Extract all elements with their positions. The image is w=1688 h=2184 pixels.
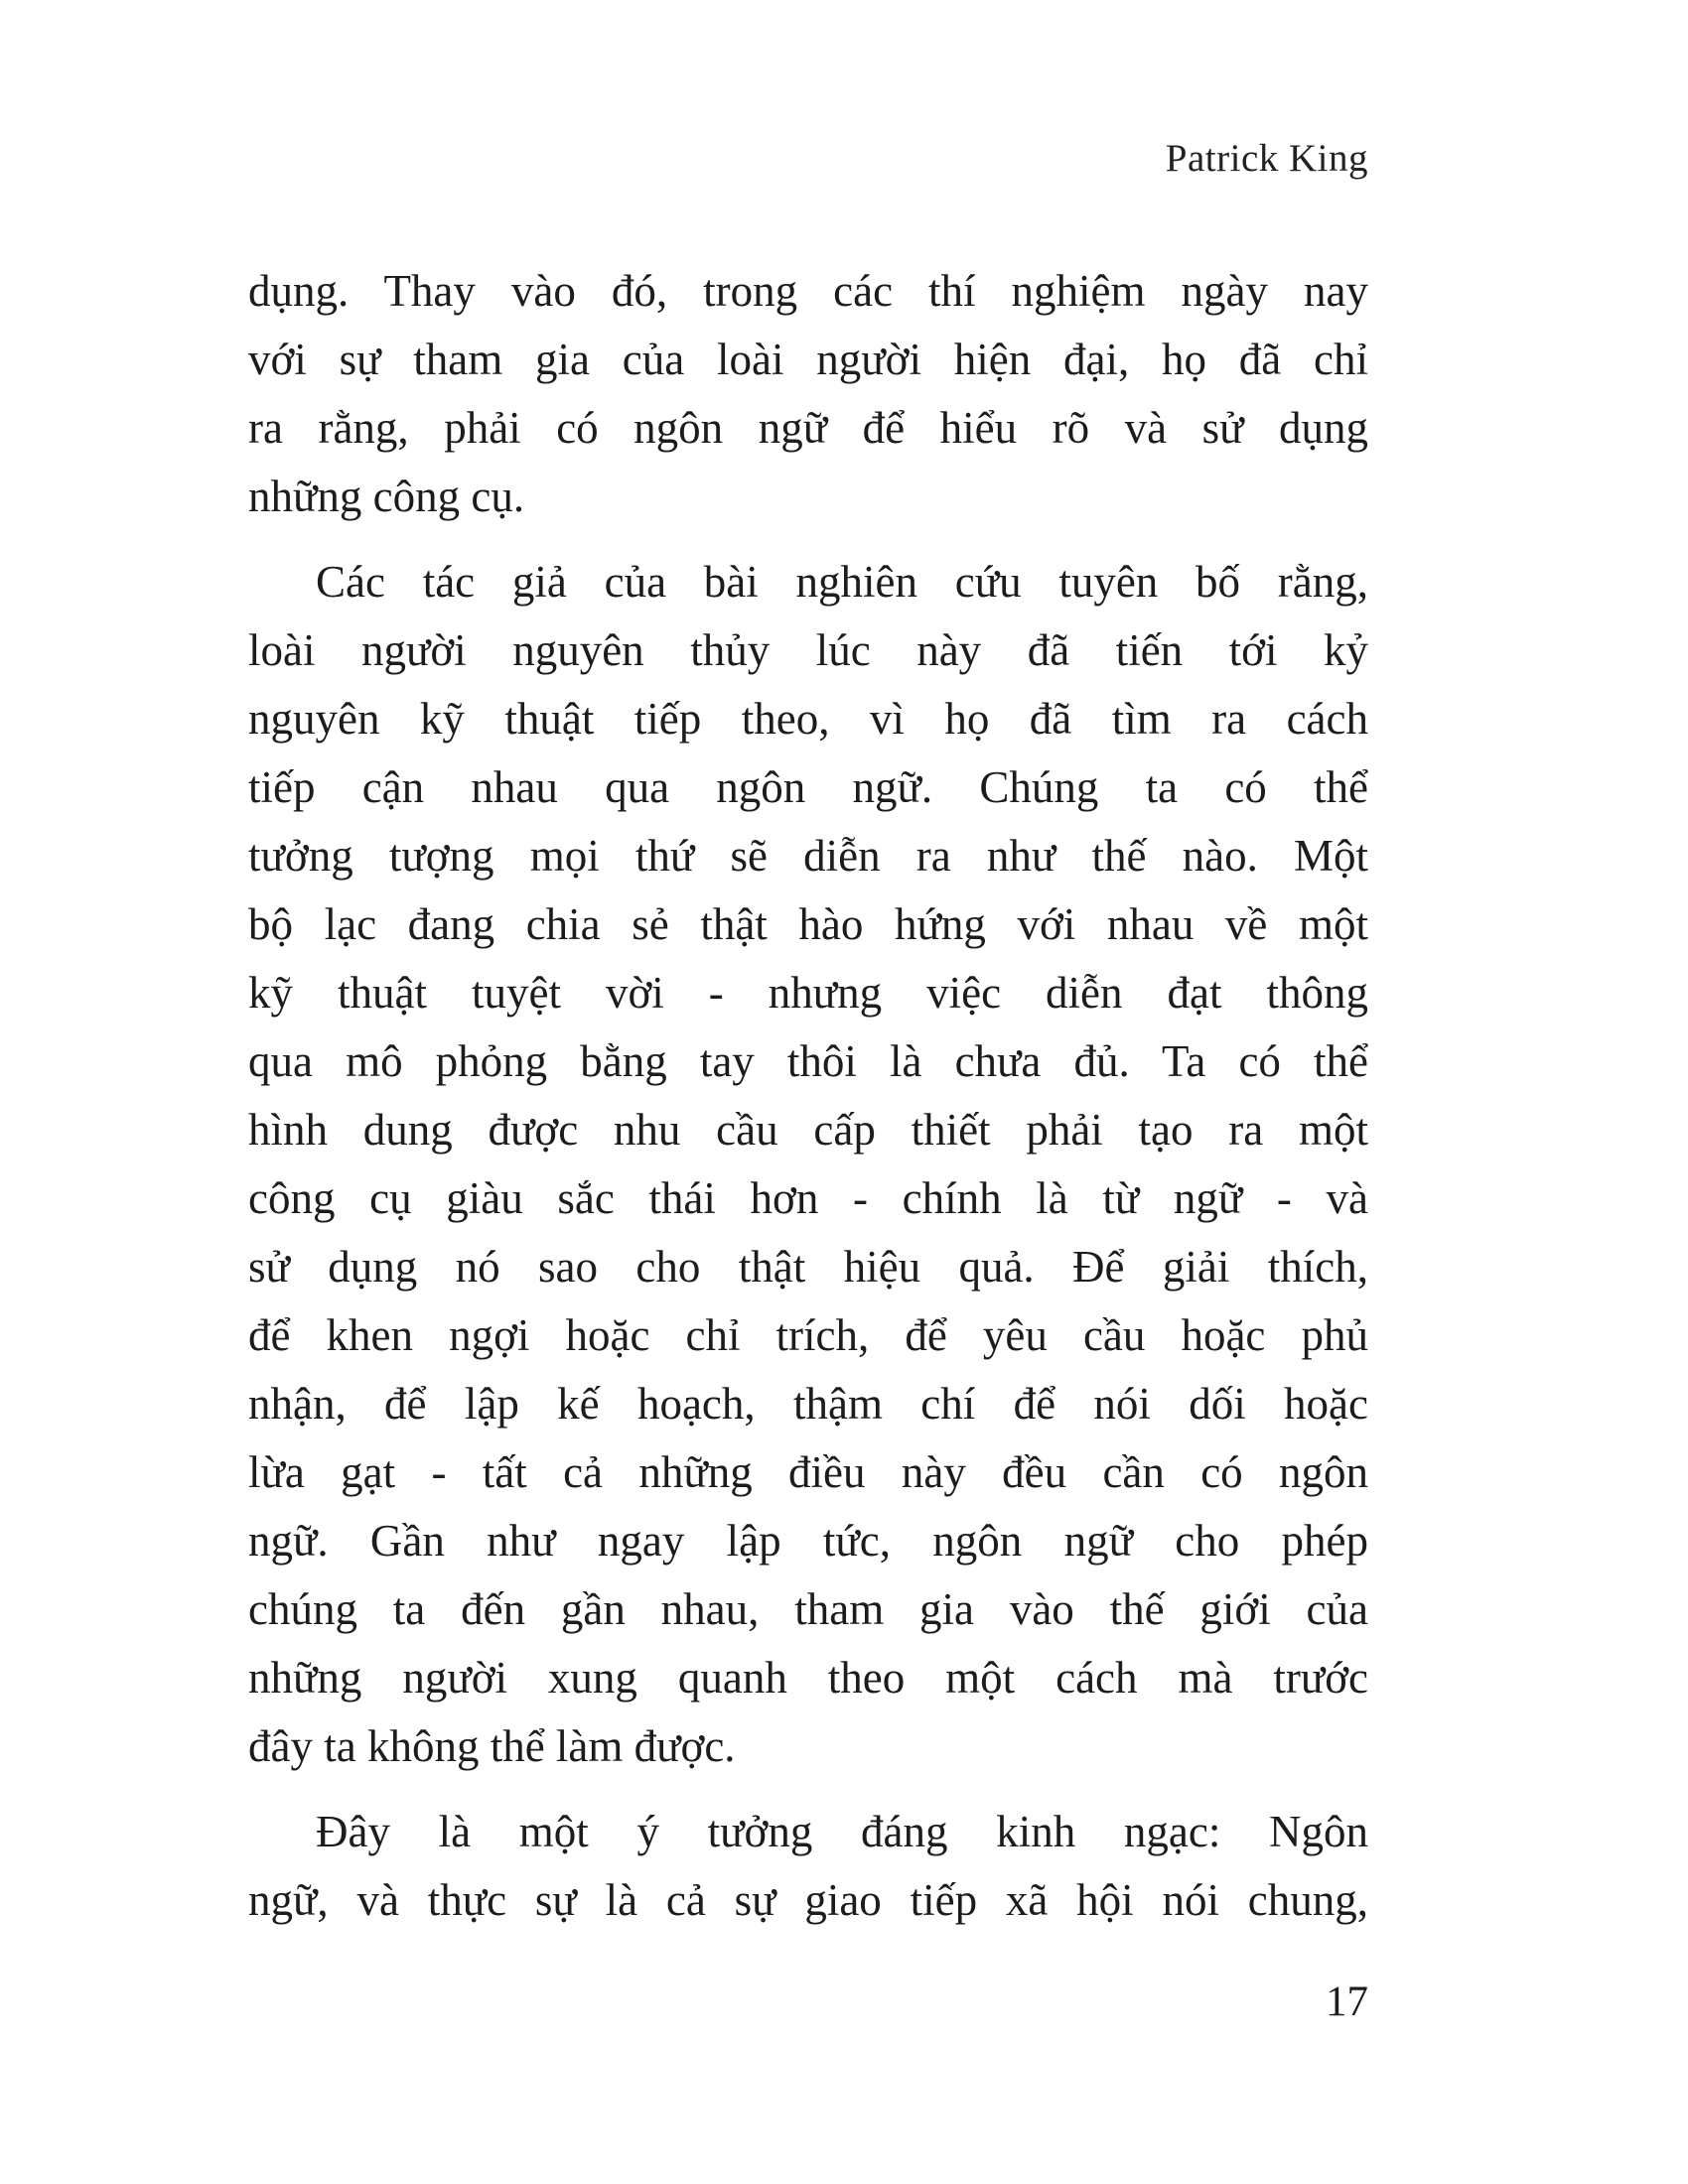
- text-line: Đây là một ý tưởng đáng kinh ngạc: Ngôn: [316, 1807, 1368, 1856]
- text-line: chúng ta đến gần nhau, tham gia vào thế giới của: [248, 1584, 1368, 1634]
- text-line: tiếp cận nhau qua ngôn ngữ. Chúng ta có thể: [248, 762, 1368, 812]
- text-line: với sự tham gia của loài người hiện đại, họ đã chỉ: [248, 335, 1368, 384]
- text-line: qua mô phỏng bằng tay thôi là chưa đủ. Ta có thể: [248, 1036, 1368, 1086]
- text-line: bộ lạc đang chia sẻ thật hào hứng với nhau về một: [248, 899, 1368, 949]
- text-line: tưởng tượng mọi thứ sẽ diễn ra như thế nào. Một: [248, 831, 1368, 881]
- text-line: những công cụ.: [248, 472, 525, 521]
- page-number: 17: [1326, 1979, 1368, 2025]
- text-line: lừa gạt - tất cả những điều này đều cần có ngôn: [248, 1447, 1368, 1497]
- text-line: những người xung quanh theo một cách mà trước: [248, 1653, 1368, 1703]
- text-line: đây ta không thể làm được.: [248, 1721, 736, 1771]
- text-line: loài người nguyên thủy lúc này đã tiến tới kỷ: [248, 625, 1368, 675]
- text-line: nguyên kỹ thuật tiếp theo, vì họ đã tìm ra cách: [248, 694, 1368, 744]
- text-line: công cụ giàu sắc thái hơn - chính là từ ngữ - và: [248, 1173, 1368, 1223]
- paragraph: [248, 1798, 1368, 1935]
- body-text: [248, 257, 1368, 1935]
- text-line: nhận, để lập kế hoạch, thậm chí để nói dối hoặc: [248, 1379, 1368, 1429]
- text-line: dụng. Thay vào đó, trong các thí nghiệm ngày nay: [248, 266, 1368, 316]
- text-line: để khen ngợi hoặc chỉ trích, để yêu cầu hoặc phủ: [248, 1310, 1368, 1360]
- text-line: sử dụng nó sao cho thật hiệu quả. Để giải thích,: [248, 1242, 1368, 1292]
- text-line: kỹ thuật tuyệt vời - nhưng việc diễn đạt thông: [248, 968, 1368, 1018]
- text-line: hình dung được nhu cầu cấp thiết phải tạo ra một: [248, 1105, 1368, 1155]
- running-header: Patrick King: [1165, 137, 1368, 180]
- paragraph: [248, 548, 1368, 1781]
- paragraph: [248, 257, 1368, 531]
- text-line: Các tác giả của bài nghiên cứu tuyên bố rằng,: [316, 557, 1368, 607]
- text-line: ngữ. Gần như ngay lập tức, ngôn ngữ cho phép: [248, 1516, 1368, 1566]
- text-line: ra rằng, phải có ngôn ngữ để hiểu rõ và sử dụng: [248, 403, 1368, 453]
- text-line: ngữ, và thực sự là cả sự giao tiếp xã hội nói chung,: [248, 1875, 1368, 1925]
